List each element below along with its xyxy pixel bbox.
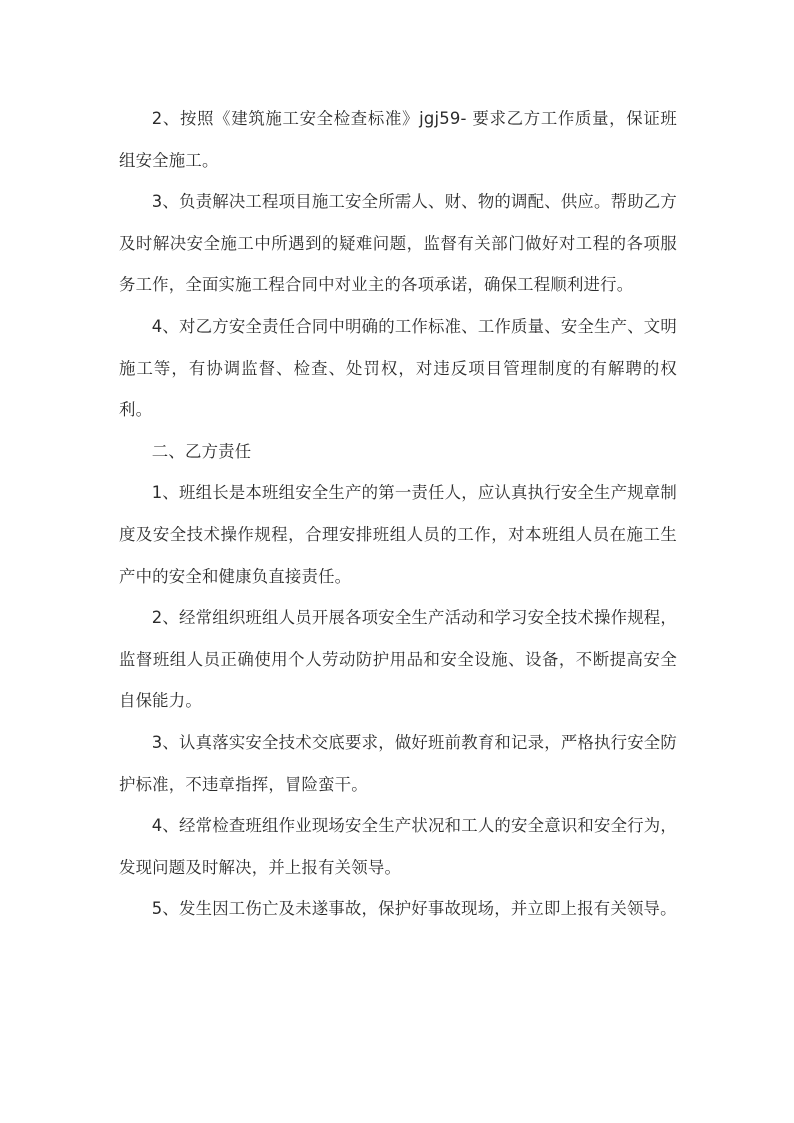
paragraph-party-a-4: 4、对乙方安全责任合同中明确的工作标准、工作质量、安全生产、文明施工等，有协调监督、检查、处罚权，对违反项目管理制度的有解聘的权利。 [119,316,677,420]
paragraph-party-b-3: 3、认真落实安全技术交底要求，做好班前教育和记录，严格执行安全防护标准，不违章指挥，冒险蛮干。 [119,732,677,794]
paragraph-party-b-5: 5、发生因工伤亡及未遂事故，保护好事故现场，并立即上报有关领导。 [151,899,677,919]
paragraph-party-b-4: 4、经常检查班组作业现场安全生产状况和工人的安全意识和安全行为，发现问题及时解决，并上报有关领导。 [119,816,677,877]
paragraph-party-a-3: 3、负责解决工程项目施工安全所需人、财、物的调配、供应。帮助乙方及时解决安全施工中所遇到的疑难问题，监督有关部门做好对工程的各项服务工作，全面实施工程合同中对业主的各项承诺，确保工程顺利进行。 [119,192,677,295]
section-heading-party-b: 二、乙方责任 [151,441,252,461]
paragraph-party-b-1: 1、班组长是本班组安全生产的第一责任人，应认真执行安全生产规章制度及安全技术操作规程，合理安排班组人员的工作，对本班组人员在施工生产中的安全和健康负直接责任。 [119,483,677,586]
paragraph-party-b-2: 2、经常组织班组人员开展各项安全生产活动和学习安全技术操作规程，监督班组人员正确使用个人劳动防护用品和安全设施、设备，不断提高安全自保能力。 [119,608,677,711]
document-body [119,98,677,930]
paragraph-party-a-2: 2、按照《建筑施工安全检查标准》jgj59- 要求乙方工作质量，保证班组安全施工。 [119,109,677,170]
